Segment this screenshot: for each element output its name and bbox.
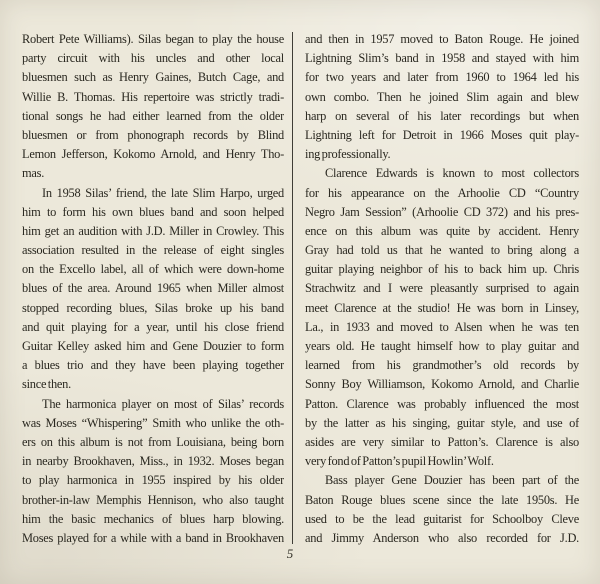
text-line: for two years and later from 1960 to 1964 led his	[305, 70, 579, 85]
text-line: ers on this album is not from Louisiana, being born	[22, 434, 284, 449]
text-column-right	[305, 30, 579, 548]
text-line: Clarence Edwards is known to most collectors	[325, 166, 579, 181]
text-line: and quit playing for a year, until his close friend	[22, 319, 284, 334]
text-line: association resulted in the release of eight singles	[22, 243, 284, 258]
text-line: since then.	[22, 377, 71, 392]
text-line: In 1958 Silas’ friend, the late Slim Harpo, urged	[42, 185, 284, 200]
page-number: 5	[286, 546, 294, 561]
text-line: asides are very similar to Patton’s. Clarence is also	[305, 434, 579, 449]
text-line: guitar playing neighbor of his to back him up. Chris	[305, 262, 579, 277]
text-line: was Moses “Whispering” Smith who unlike the oth-	[22, 415, 284, 430]
text-line: stopped recording blues, Silas broke up his band	[22, 300, 284, 315]
text-line: Strachwitz and I were pleasantly surprised to again	[305, 281, 579, 296]
text-line: to play harmonica in 1955 inspired by his older	[22, 473, 284, 488]
text-line: Negro Jam Session” (Arhoolie CD 372) and his pres-	[305, 204, 579, 219]
text-line: The harmonica player on most of Silas’ records	[42, 396, 284, 411]
text-line: by the latter as his singing, guitar style, and use of	[305, 415, 579, 430]
text-line: tional songs he had either learned from the older	[22, 108, 284, 123]
text-line: La., in 1933 and moved to Alsen when he was ten	[305, 319, 579, 334]
text-line: brother-in-law Memphis Hennison, who also taught	[22, 492, 284, 507]
text-line: for his appearance on the Arhoolie CD “Country	[305, 185, 579, 200]
text-line: Moses played for a while with a band in Brookhaven	[22, 530, 284, 545]
text-line: bluesmen such as Henry Gaines, Butch Cage, and	[22, 70, 284, 85]
text-line: Lightning left for Detroit in 1966 Moses quit play-	[305, 127, 579, 142]
text-line: Lemon Jefferson, Kokomo Arnold, and Henry Tho-	[22, 147, 284, 162]
text-line: in nearby Brookhaven, Miss., in 1932. Moses began	[22, 454, 284, 469]
text-line: Patton. Clarence was probably influenced the most	[305, 396, 579, 411]
text-line: Sonny Boy Williamson, Kokomo Arnold, and Charlie	[305, 377, 579, 392]
text-line: bluesmen or from phonograph records by Blind	[22, 127, 284, 142]
text-line: learned from his grandmother’s old records by	[305, 358, 579, 373]
text-line: ing professionally.	[305, 147, 391, 162]
text-line: Robert Pete Williams). Silas began to play the house	[22, 32, 284, 46]
text-line: Baton Rouge blues scene since the late 1950s. He	[305, 492, 579, 507]
text-line: very fond of Patton’s pupil Howlin’ Wolf.	[305, 454, 494, 469]
text-line: harp on several of his later recordings but when	[305, 108, 579, 123]
text-line: used to be the lead guitarist for Schoolboy Cleve	[305, 511, 579, 526]
text-line: on the Excello label, all of which were down-home	[22, 262, 284, 277]
text-line: blues of the area. Around 1965 when Miller almost	[22, 281, 284, 296]
text-line: years old. He taught himself how to play guitar and	[305, 339, 579, 353]
text-line: a blues trio and they have been playing together	[22, 358, 284, 373]
text-line: ence on this album was quite by accident. Henry	[305, 223, 579, 238]
text-line: party circuit with his uncles and other local	[22, 51, 284, 66]
text-line: and then in 1957 moved to Baton Rouge. He joined	[305, 32, 579, 46]
text-line: mas.	[22, 166, 45, 181]
text-line: him the basic mechanics of blues harp blowing.	[22, 511, 284, 526]
text-line: own combo. Then he joined Slim again and blew	[305, 89, 579, 104]
text-line: meet Clarence at the studio! He was born in Linsey,	[305, 300, 579, 315]
column-divider-rule	[292, 32, 293, 544]
text-line: Lightning Slim’s band in 1958 and stayed with him	[305, 51, 579, 66]
text-line: Gray had told us that he wanted to bring along a	[305, 243, 579, 258]
text-line: him to form his own blues band and soon helped	[22, 204, 284, 219]
text-line: Bass player Gene Douzier has been part of the	[325, 473, 579, 488]
text-line: him get an audition with J.D. Miller in Crowley. This	[22, 223, 284, 238]
text-column-left	[22, 30, 284, 548]
text-line: and Jimmy Anderson who also recorded for J.D.	[305, 530, 579, 545]
text-line: Guitar Kelley asked him and Gene Douzier to form	[22, 339, 284, 353]
text-line: Willie B. Thomas. His repertoire was strictly tradi-	[22, 89, 284, 104]
